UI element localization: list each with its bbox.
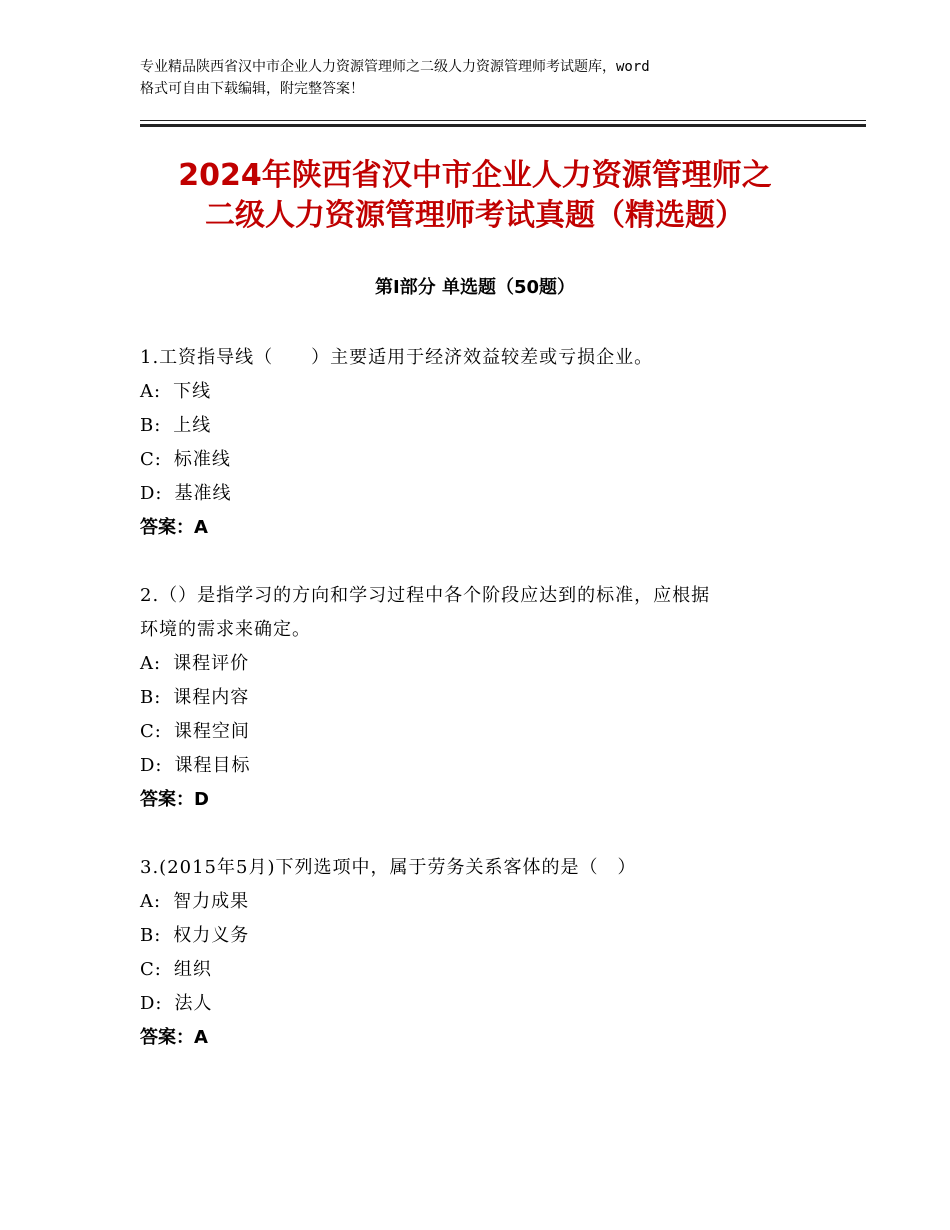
option-text: 权力义务 [173, 925, 250, 946]
question-stem: 1.工资指导线（ ）主要适用于经济效益较差或亏损企业。 [140, 347, 654, 368]
option-letter: B: [140, 415, 162, 436]
header-note [140, 56, 840, 100]
option-c [140, 443, 810, 477]
option-d [140, 749, 810, 783]
option-b [140, 681, 810, 715]
option-b [140, 409, 810, 443]
option-letter: D: [140, 755, 163, 776]
header-note-line-1: 专业精品陕西省汉中市企业人力资源管理师之二级人力资源管理师考试题库，word [140, 59, 650, 75]
option-letter: A: [140, 653, 162, 674]
question-2 [140, 579, 810, 817]
header-divider-thick [140, 124, 866, 127]
question-3 [140, 851, 810, 1055]
question-stem: 3.(2015年5月)下列选项中，属于劳务关系客体的是（ ） [140, 857, 637, 878]
option-letter: C: [140, 959, 162, 980]
option-letter: A: [140, 891, 162, 912]
option-letter: C: [140, 721, 162, 742]
option-letter: A: [140, 381, 162, 402]
answer-label: 答案：A [140, 517, 208, 538]
option-a [140, 375, 810, 409]
header-note-line-2: 格式可自由下载编辑，附完整答案！ [140, 81, 364, 97]
option-letter: D: [140, 483, 163, 504]
option-d [140, 987, 810, 1021]
document-title [100, 156, 850, 236]
header-divider-thin [140, 120, 866, 121]
option-a [140, 885, 810, 919]
option-text: 基准线 [174, 483, 232, 504]
option-d [140, 477, 810, 511]
answer-label: 答案：A [140, 1027, 208, 1048]
option-letter: C: [140, 449, 162, 470]
document-title-line-2: 二级人力资源管理师考试真题（精选题） [205, 198, 745, 233]
answer-label: 答案：D [140, 789, 209, 810]
question-stem: 2.（）是指学习的方向和学习过程中各个阶段应达到的标准，应根据 [140, 585, 711, 606]
option-text: 下线 [173, 381, 212, 402]
option-c [140, 953, 810, 987]
option-letter: D: [140, 993, 163, 1014]
option-text: 课程目标 [174, 755, 251, 776]
option-b [140, 919, 810, 953]
option-text: 组织 [173, 959, 212, 980]
section-heading: 第Ⅰ部分 单选题（50题） [374, 277, 575, 298]
option-letter: B: [140, 687, 162, 708]
option-text: 课程空间 [173, 721, 250, 742]
option-a [140, 647, 810, 681]
question-stem-continued: 环境的需求来确定。 [140, 619, 311, 640]
option-text: 课程评价 [173, 653, 250, 674]
option-text: 标准线 [173, 449, 231, 470]
option-text: 上线 [173, 415, 212, 436]
question-1 [140, 341, 810, 545]
option-letter: B: [140, 925, 162, 946]
question-list [140, 341, 810, 1089]
document-title-line-1: 2024年陕西省汉中市企业人力资源管理师之 [178, 158, 772, 193]
option-text: 课程内容 [173, 687, 250, 708]
option-text: 法人 [174, 993, 213, 1014]
option-text: 智力成果 [173, 891, 250, 912]
option-c [140, 715, 810, 749]
